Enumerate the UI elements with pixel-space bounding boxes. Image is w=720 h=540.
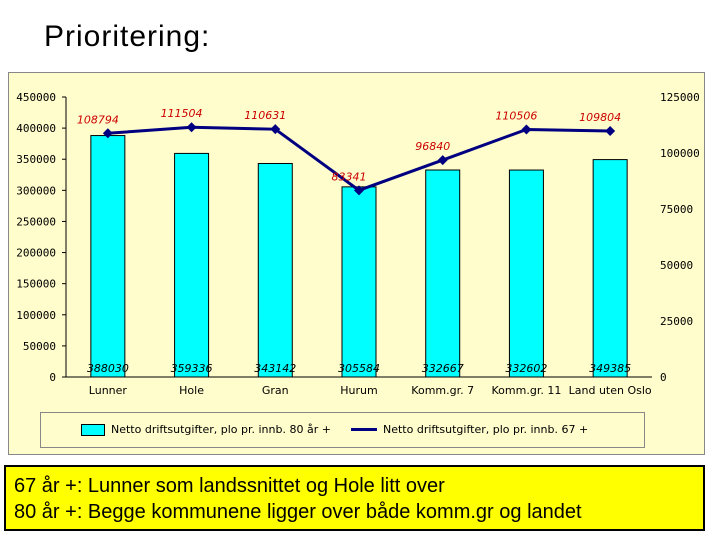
bar <box>258 163 292 377</box>
line-value-label: 109804 <box>579 111 622 125</box>
line-point <box>521 124 531 134</box>
y-right-tick-label: 75000 <box>660 203 694 216</box>
note-line-67: 67 år +: Lunner som landssnittet og Hole litt over <box>14 475 445 497</box>
line-point <box>438 155 448 165</box>
line-value-label: 110506 <box>495 109 538 123</box>
y-right-tick-label: 100000 <box>660 147 700 160</box>
summary-note <box>4 465 705 531</box>
category-label: Land uten Oslo <box>568 384 652 397</box>
legend-item-line <box>351 423 588 436</box>
y-left-tick-label: 150000 <box>16 277 56 291</box>
y-left-tick-label: 100000 <box>16 308 56 322</box>
y-left-tick-label: 200000 <box>16 246 56 260</box>
category-label: Gran <box>261 384 289 397</box>
bar-value-label: 359336 <box>170 362 213 375</box>
y-right-tick-label: 0 <box>660 371 667 384</box>
bar <box>342 187 376 377</box>
y-left-tick-label: 450000 <box>16 91 56 104</box>
bar <box>175 153 209 377</box>
y-right-tick-label: 25000 <box>660 315 694 328</box>
legend-swatch-bars <box>81 424 105 436</box>
y-left-tick-label: 0 <box>49 371 56 384</box>
bar <box>509 170 543 377</box>
y-left-tick-label: 300000 <box>16 184 56 198</box>
line-value-label: 83341 <box>331 170 367 184</box>
line-value-label: 96840 <box>415 140 451 154</box>
bar <box>593 160 627 377</box>
line-point <box>605 126 615 136</box>
bar-value-label: 343142 <box>254 362 297 375</box>
y-left-tick-label: 50000 <box>22 339 56 353</box>
y-right-tick-label: 125000 <box>660 91 700 104</box>
category-label: Lunner <box>88 384 127 397</box>
bar <box>91 136 125 377</box>
y-right-tick-label: 50000 <box>660 259 694 272</box>
category-label: Komm.gr. 11 <box>491 384 562 397</box>
category-label: Hurum <box>340 384 378 397</box>
chart-legend <box>40 412 645 448</box>
category-label: Hole <box>179 384 204 397</box>
y-left-tick-label: 350000 <box>16 153 56 167</box>
legend-swatch-line <box>351 428 377 431</box>
category-label: Komm.gr. 7 <box>411 384 475 397</box>
legend-label-bars: Netto driftsutgifter, plo pr. innb. 80 år + <box>111 423 331 436</box>
bar-value-label: 349385 <box>589 362 632 375</box>
legend-label-line: Netto driftsutgifter, plo pr. innb. 67 + <box>383 423 589 436</box>
line-value-label: 108794 <box>76 113 119 127</box>
bar-value-label: 305584 <box>338 362 380 375</box>
bar-value-label: 332602 <box>505 362 548 375</box>
note-line-80: 80 år +: Begge kommunene ligger over både komm.gr og landet <box>14 501 582 523</box>
line-point <box>187 122 197 132</box>
bar-value-label: 388030 <box>86 362 129 375</box>
bar <box>426 170 460 377</box>
line-value-label: 110631 <box>244 109 287 123</box>
page-title: Prioritering: <box>44 20 211 53</box>
bar-value-label: 332667 <box>421 362 464 375</box>
y-left-tick-label: 400000 <box>16 122 56 136</box>
y-left-tick-label: 250000 <box>16 215 56 229</box>
line-value-label: 111504 <box>160 107 203 121</box>
legend-item-bars <box>81 423 331 436</box>
